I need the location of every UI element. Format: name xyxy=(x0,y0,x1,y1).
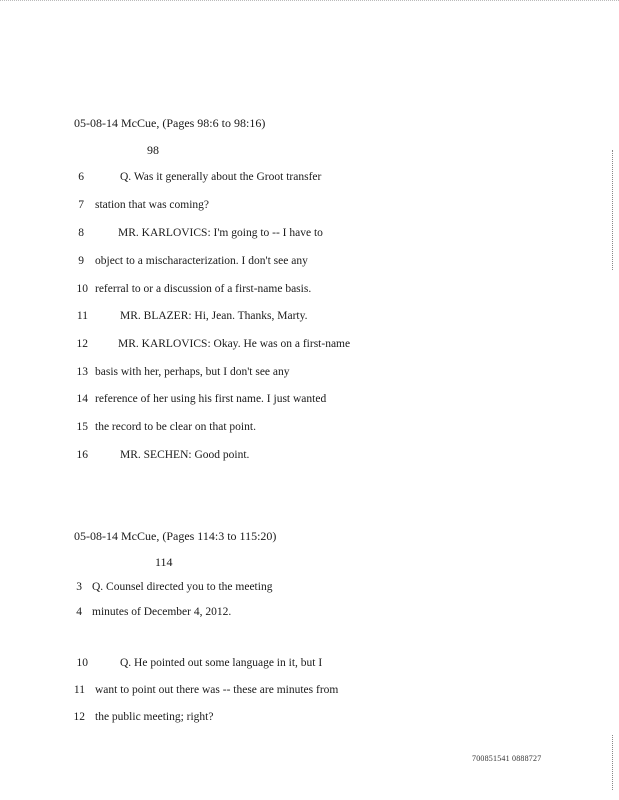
line-text: minutes of December 4, 2012. xyxy=(92,606,232,618)
line-number: 4 xyxy=(76,606,82,618)
line-number: 3 xyxy=(76,581,82,593)
line-number: 7 xyxy=(78,199,84,211)
line-text: referral to or a discussion of a first-name basis. xyxy=(95,283,312,295)
line-number: 9 xyxy=(78,255,84,267)
bates-number: 700851541 0888727 xyxy=(472,754,542,763)
line-number: 12 xyxy=(73,711,85,723)
line-text: basis with her, perhaps, but I don't see any xyxy=(95,366,290,378)
section-1-page-number: 98 xyxy=(147,143,159,157)
line-text: Q. Was it generally about the Groot transfer xyxy=(120,171,322,183)
line-text: the public meeting; right? xyxy=(95,711,214,723)
line-text: reference of her using his first name. I just wanted xyxy=(95,393,327,405)
line-text: the record to be clear on that point. xyxy=(95,421,256,433)
line-number: 6 xyxy=(78,171,84,183)
section-2-page-number: 114 xyxy=(155,555,173,569)
line-number: 11 xyxy=(76,310,88,322)
line-text: MR. BLAZER: Hi, Jean. Thanks, Marty. xyxy=(120,310,308,322)
section-1-header: 05-08-14 McCue, (Pages 98:6 to 98:16) xyxy=(74,116,266,130)
line-number: 16 xyxy=(76,449,88,461)
line-number: 10 xyxy=(76,657,88,669)
right-edge-marks-bottom xyxy=(612,735,614,790)
top-edge-marks xyxy=(0,0,619,5)
section-2-header: 05-08-14 McCue, (Pages 114:3 to 115:20) xyxy=(74,529,277,543)
line-number: 11 xyxy=(73,684,85,696)
line-number: 15 xyxy=(76,421,88,433)
line-number: 12 xyxy=(76,338,88,350)
line-text: MR. SECHEN: Good point. xyxy=(120,449,250,461)
right-edge-marks xyxy=(612,150,614,270)
line-text: MR. KARLOVICS: I'm going to -- I have to xyxy=(118,227,323,239)
line-number: 8 xyxy=(78,227,84,239)
line-text: Q. Counsel directed you to the meeting xyxy=(92,581,273,593)
line-number: 13 xyxy=(76,366,88,378)
line-text: Q. He pointed out some language in it, but I xyxy=(120,657,323,669)
line-number: 14 xyxy=(76,393,88,405)
line-text: want to point out there was -- these are minutes from xyxy=(95,684,339,696)
line-text: station that was coming? xyxy=(95,199,210,211)
line-text: MR. KARLOVICS: Okay. He was on a first-name xyxy=(118,338,351,350)
line-number: 10 xyxy=(76,283,88,295)
line-text: object to a mischaracterization. I don't see any xyxy=(95,255,308,267)
